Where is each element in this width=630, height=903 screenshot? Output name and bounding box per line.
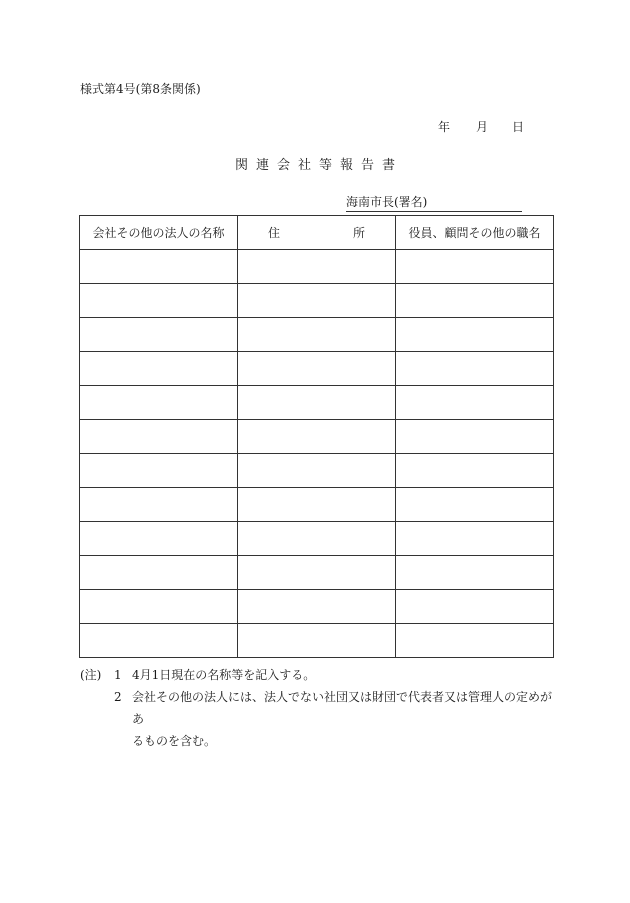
cell-position[interactable] (396, 250, 554, 284)
note-number: 2 (114, 690, 122, 704)
table-row (80, 624, 554, 658)
cell-address[interactable] (238, 318, 396, 352)
header-address-left: 住 (268, 226, 281, 240)
cell-company-name[interactable] (80, 488, 238, 522)
cell-position[interactable] (396, 352, 554, 386)
cell-company-name[interactable] (80, 522, 238, 556)
note-text: 4月1日現在の名称等を記入する。 (132, 668, 316, 682)
cell-company-name[interactable] (80, 386, 238, 420)
note-item-2 (80, 686, 560, 730)
cell-position[interactable] (396, 590, 554, 624)
date-year-label: 年 (438, 120, 451, 134)
header-company-name: 会社その他の法人の名称 (80, 216, 238, 250)
cell-position[interactable] (396, 454, 554, 488)
date-month-label: 月 (476, 120, 489, 134)
note-number: 1 (114, 668, 122, 682)
form-number: 様式第4号(第8条関係) (80, 82, 201, 96)
cell-position[interactable] (396, 522, 554, 556)
addressee-signature-line: 海南市長(署名) (346, 193, 522, 212)
cell-address[interactable] (238, 454, 396, 488)
cell-position[interactable] (396, 488, 554, 522)
cell-company-name[interactable] (80, 590, 238, 624)
cell-position[interactable] (396, 556, 554, 590)
cell-address[interactable] (238, 250, 396, 284)
table-row (80, 386, 554, 420)
header-position: 役員、顧問その他の職名 (396, 216, 554, 250)
cell-address[interactable] (238, 284, 396, 318)
cell-address[interactable] (238, 624, 396, 658)
cell-company-name[interactable] (80, 556, 238, 590)
cell-position[interactable] (396, 386, 554, 420)
table-row (80, 454, 554, 488)
cell-position[interactable] (396, 624, 554, 658)
table-row (80, 318, 554, 352)
table-header-row (80, 216, 554, 250)
table-row (80, 352, 554, 386)
cell-address[interactable] (238, 556, 396, 590)
date-line (438, 118, 524, 135)
header-address (238, 216, 396, 250)
table-row (80, 522, 554, 556)
cell-address[interactable] (238, 420, 396, 454)
table-row (80, 590, 554, 624)
cell-company-name[interactable] (80, 624, 238, 658)
cell-address[interactable] (238, 386, 396, 420)
note-continuation: るものを含む。 (132, 734, 217, 748)
cell-company-name[interactable] (80, 454, 238, 488)
cell-company-name[interactable] (80, 352, 238, 386)
document-title: 関連会社等報告書 (234, 158, 403, 173)
cell-position[interactable] (396, 318, 554, 352)
table-body (80, 250, 554, 658)
table-row (80, 250, 554, 284)
header-address-right: 所 (352, 226, 365, 240)
cell-position[interactable] (396, 284, 554, 318)
cell-address[interactable] (238, 352, 396, 386)
cell-address[interactable] (238, 590, 396, 624)
table-row (80, 556, 554, 590)
cell-company-name[interactable] (80, 318, 238, 352)
notes-prefix: (注) (80, 668, 102, 682)
note-text: 会社その他の法人には、法人でない社団又は財団で代表者又は管理人の定めがあ (132, 690, 553, 726)
note-item-1 (80, 664, 560, 686)
cell-address[interactable] (238, 488, 396, 522)
table-row (80, 284, 554, 318)
related-companies-table (79, 215, 554, 658)
cell-company-name[interactable] (80, 420, 238, 454)
notes-section (80, 664, 560, 752)
cell-company-name[interactable] (80, 284, 238, 318)
table-row (80, 488, 554, 522)
table-row (80, 420, 554, 454)
date-day-label: 日 (512, 120, 525, 134)
cell-address[interactable] (238, 522, 396, 556)
cell-company-name[interactable] (80, 250, 238, 284)
cell-position[interactable] (396, 420, 554, 454)
